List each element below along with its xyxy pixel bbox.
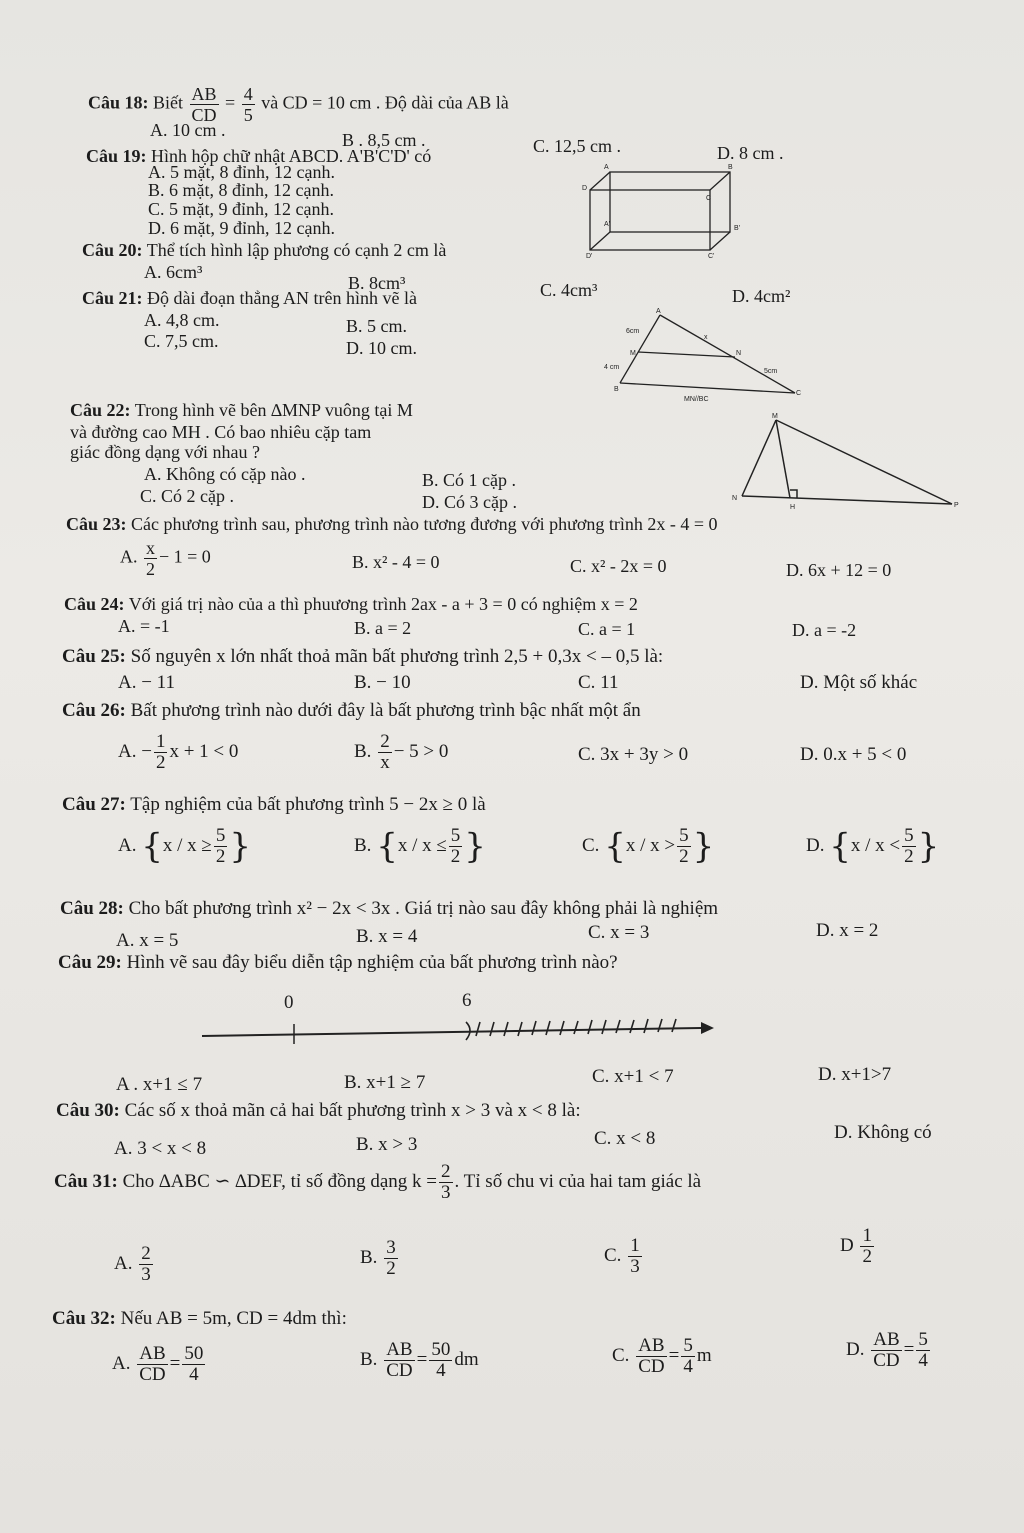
vertex-label: D	[582, 185, 588, 192]
right-brace: }	[917, 826, 940, 867]
option-d	[806, 826, 939, 867]
denominator: 2	[155, 752, 166, 773]
fraction	[137, 1344, 167, 1385]
numerator: AB	[386, 1339, 413, 1360]
question-number: Câu 26:	[62, 700, 126, 721]
option-a: A. 10 cm .	[150, 120, 226, 140]
option-a: A. 5 mặt, 8 đỉnh, 12 cạnh.	[148, 162, 335, 182]
question-text: Cho bất phương trình x² − 2x < 3x . Giá trị nào sau đây không phải là nghiệm	[128, 898, 719, 919]
tick-label-zero: 0	[284, 992, 294, 1013]
denominator: CD	[139, 1364, 166, 1385]
question-text: Với giá trị nào của a thì phuương trình 2ax - a + 3 = 0 có nghiệm x = 2	[128, 594, 638, 614]
fraction	[916, 1330, 930, 1371]
fraction	[214, 826, 228, 867]
option-a	[118, 732, 238, 773]
option-a	[118, 826, 251, 867]
option-a: A. = -1	[118, 616, 170, 636]
option-d: D. x = 2	[816, 920, 879, 941]
question-text: Hình hộp chữ nhật ABCD. A'B'C'D' có	[151, 146, 432, 166]
fraction	[439, 1162, 453, 1203]
fraction	[378, 732, 392, 773]
vertex-label: M	[630, 350, 636, 357]
question-number: Câu 21:	[82, 288, 143, 308]
option-label: A.	[112, 1352, 131, 1374]
tick-label-six: 6	[462, 990, 472, 1011]
option-a	[120, 538, 211, 579]
denominator: 2	[450, 846, 461, 867]
question-number: Câu 27:	[62, 794, 126, 815]
question-22	[70, 400, 413, 421]
question-number: Câu 18:	[88, 92, 149, 113]
numerator: 5	[683, 1335, 693, 1356]
numerator: 5	[450, 825, 461, 846]
question-number: Câu 31:	[54, 1170, 118, 1192]
option-a: A. $\frac{AB}{CD}$ = $\frac{50}{4}$	[112, 1343, 204, 1385]
option-b: B. 5 cm.	[346, 316, 407, 336]
option-a: A. 6cm³	[144, 262, 203, 282]
option-a: A. 4,8 cm.	[144, 310, 220, 330]
fraction	[636, 1336, 666, 1377]
option-label: C.	[604, 1244, 622, 1266]
denominator: 3	[441, 1182, 451, 1203]
numerator: 50	[431, 1339, 451, 1360]
option-a: A. − 11	[118, 672, 175, 693]
vertex-label: C	[706, 195, 712, 202]
denominator: 3	[141, 1264, 151, 1285]
option-d: D. a = -2	[792, 620, 857, 640]
option-b: B. a = 2	[354, 618, 412, 638]
numerator: x	[146, 538, 155, 558]
question-26	[62, 700, 641, 722]
option-b	[360, 1238, 400, 1279]
option-b: B. x = 4	[356, 926, 418, 947]
option-b	[354, 826, 486, 867]
option-c: C. $\frac{AB}{CD}$ = $\frac{5}{4}$ m	[612, 1335, 712, 1377]
option-b: B. − 10	[354, 672, 411, 693]
numerator: 5	[679, 825, 689, 846]
fraction	[628, 1236, 642, 1277]
question-31	[54, 1162, 701, 1203]
question-20	[82, 240, 446, 261]
numerator: 5	[215, 825, 226, 846]
numerator: 2	[441, 1161, 451, 1182]
option-b: B. 8cm³	[348, 273, 406, 293]
question-text: Bất phương trình nào dưới đây là bất phương trình bậc nhất một ẩn	[130, 700, 641, 721]
option-c: C. 5 mặt, 9 đỉnh, 12 cạnh.	[148, 199, 334, 219]
denominator: 4	[436, 1360, 446, 1381]
vertex-label: B	[614, 386, 619, 393]
length-label: 5cm	[764, 368, 778, 375]
option-a: A. Không có cặp nào .	[144, 464, 306, 484]
denominator: 3	[630, 1256, 640, 1277]
denominator: 4	[189, 1364, 199, 1385]
numerator: 3	[386, 1237, 396, 1258]
question-number: Câu 29:	[58, 952, 122, 973]
fraction	[242, 84, 255, 125]
vertex-label: A'	[604, 221, 611, 228]
option-b: B. 6 mặt, 8 đỉnh, 12 cạnh.	[148, 180, 334, 200]
numerator: 1	[630, 1235, 640, 1256]
vertex-label: M	[772, 413, 778, 420]
numerator: AB	[139, 1343, 166, 1364]
question-text: Số nguyên x lớn nhất thoả mãn bất phương trình 2,5 + 0,3x < – 0,5 là:	[130, 646, 664, 667]
question-text: Cho ∆ABC ∽ ∆DEF, tỉ số đồng dạng k =	[122, 1170, 438, 1192]
option-b: B. x² - 4 = 0	[352, 552, 440, 572]
numerator: 50	[184, 1343, 204, 1364]
option-label: A.	[120, 546, 138, 567]
question-number: Câu 32:	[52, 1308, 116, 1329]
denominator: CD	[638, 1356, 665, 1377]
option-a: A . x+1 ≤ 7	[116, 1074, 203, 1095]
question-number: Câu 19:	[86, 146, 147, 166]
option-c: C. x² - 2x = 0	[570, 556, 667, 576]
vertex-label: H	[790, 504, 796, 510]
vertex-label: A	[604, 164, 609, 171]
numerator: 2	[380, 731, 390, 752]
question-number: Câu 23:	[66, 514, 127, 534]
option-b: B. x+1 ≥ 7	[344, 1072, 426, 1093]
question-text: Nếu AB = 5m, CD = 4dm thì:	[120, 1308, 347, 1329]
vertex-label: D'	[586, 253, 593, 260]
option-d: D. 6x + 12 = 0	[786, 560, 892, 580]
question-18	[88, 84, 509, 125]
numerator: AB	[191, 84, 217, 104]
fraction	[681, 1336, 695, 1377]
vertex-label: N	[732, 495, 738, 502]
denominator: CD	[386, 1360, 413, 1381]
vertex-label: N	[736, 350, 742, 357]
fraction	[139, 1244, 153, 1285]
left-brace: {	[604, 826, 626, 867]
option-d: D. 4cm²	[732, 286, 791, 306]
option-text: − 1 = 0	[159, 546, 211, 567]
option-a: A. 3 < x < 8	[114, 1138, 207, 1159]
option-a	[114, 1244, 155, 1285]
fraction	[144, 538, 157, 579]
question-29	[58, 952, 618, 974]
option-label: B.	[360, 1348, 378, 1370]
option-label: B.	[360, 1246, 378, 1268]
denominator: 2	[904, 846, 914, 867]
fraction	[190, 84, 219, 125]
length-label: 4 cm	[604, 364, 620, 371]
vertex-label: B'	[734, 225, 741, 232]
set-condition: x / x <	[850, 834, 901, 856]
set-condition: x / x >	[625, 834, 676, 856]
question-32	[52, 1308, 347, 1330]
numerator: 1	[862, 1225, 872, 1246]
option-c: C. 4cm³	[540, 280, 598, 300]
option-c: C. 3x + 3y > 0	[578, 744, 689, 765]
fraction	[384, 1340, 414, 1381]
numerator: 5	[904, 825, 914, 846]
numerator: AB	[873, 1329, 900, 1350]
question-22-line2: và đường cao MH . Có bao nhiêu cặp tam	[70, 422, 372, 442]
question-number: Câu 28:	[60, 898, 124, 919]
question-number: Câu 20:	[82, 240, 143, 260]
triangle-figure-21	[600, 305, 810, 405]
question-text: Biết	[153, 92, 184, 113]
option-text: − 5 > 0	[393, 740, 449, 762]
number-line	[196, 986, 726, 1050]
denominator: CD	[873, 1350, 900, 1371]
option-d: D. Một số khác	[800, 672, 918, 693]
option-d: D. 8 cm .	[717, 143, 784, 163]
denominator: 2	[862, 1246, 872, 1267]
option-c: C. Có 2 cặp .	[140, 486, 234, 506]
option-d: D. Có 3 cặp .	[422, 492, 517, 512]
denominator: x	[380, 752, 390, 773]
question-text: Thể tích hình lập phương có cạnh 2 cm là	[146, 240, 447, 260]
right-brace: }	[692, 826, 715, 867]
option-b: B . 8,5 cm .	[342, 130, 426, 150]
length-label: x	[704, 334, 708, 341]
option-c: C. x < 8	[594, 1128, 656, 1149]
option-label: A.	[114, 1252, 133, 1274]
question-27	[62, 794, 486, 816]
option-label: A.	[118, 834, 137, 856]
question-text: Các phương trình sau, phương trình nào tương đương với phương trình 2x - 4 = 0	[131, 514, 718, 534]
option-c	[582, 826, 714, 867]
set-condition: x / x ≥	[162, 834, 212, 856]
left-brace: {	[376, 826, 398, 867]
option-d: D. Không có	[834, 1122, 932, 1143]
vertex-label: C	[796, 390, 802, 397]
caption: MN//BC	[684, 396, 709, 403]
equals-sign: =	[225, 92, 236, 113]
denominator: 5	[243, 105, 253, 125]
option-c: C. 11	[578, 672, 619, 693]
unit: m	[696, 1344, 712, 1366]
fraction	[449, 826, 463, 867]
option-b: B. $\frac{AB}{CD}$ = $\frac{50}{4}$ dm	[360, 1339, 479, 1381]
option-d	[840, 1226, 876, 1267]
right-brace: }	[229, 826, 251, 867]
question-23	[66, 514, 718, 535]
denominator: 2	[679, 846, 689, 867]
question-22-line3: giác đồng dạng với nhau ?	[70, 442, 260, 462]
denominator: 4	[683, 1356, 693, 1377]
option-d: D. $\frac{AB}{CD}$ = $\frac{5}{4}$	[846, 1329, 928, 1371]
option-c: C. 12,5 cm .	[533, 136, 621, 156]
vertex-label: P	[954, 502, 959, 509]
question-text: và CD = 10 cm . Độ dài của AB là	[261, 92, 509, 113]
option-label: D	[840, 1234, 854, 1256]
option-c: C. x = 3	[588, 922, 650, 943]
option-label: C.	[612, 1344, 630, 1366]
numerator: 1	[155, 731, 166, 752]
option-b: B. x > 3	[356, 1134, 418, 1155]
option-c: C. 7,5 cm.	[144, 331, 219, 351]
option-c	[604, 1236, 644, 1277]
question-24	[64, 594, 638, 615]
unit: dm	[454, 1348, 479, 1370]
question-number: Câu 25:	[62, 646, 126, 667]
denominator: 2	[386, 1258, 396, 1279]
right-brace: }	[464, 826, 486, 867]
numerator: 5	[918, 1329, 928, 1350]
numerator: 2	[141, 1243, 151, 1264]
question-text: . Tỉ số chu vi của hai tam giác là	[454, 1170, 702, 1192]
question-text: Hình vẽ sau đây biểu diễn tập nghiệm của bất phương trình nào?	[126, 952, 618, 973]
question-text: Các số x thoả mãn cả hai bất phương trình x > 3 và x < 8 là:	[124, 1100, 581, 1121]
option-label: B.	[354, 740, 372, 762]
option-d: D. x+1>7	[818, 1064, 892, 1085]
option-b: B. Có 1 cặp .	[422, 470, 516, 490]
left-brace: {	[829, 826, 851, 867]
question-text: Độ dài đoạn thẳng AN trên hình vẽ là	[147, 288, 417, 308]
numerator: 4	[243, 84, 253, 104]
fraction	[154, 732, 168, 773]
vertex-label: C'	[708, 253, 715, 260]
vertex-label: A	[656, 308, 661, 315]
fraction	[677, 826, 691, 867]
question-text: Trong hình vẽ bên ∆MNP vuông tại M	[134, 400, 413, 420]
fraction	[429, 1340, 452, 1381]
fraction	[384, 1238, 398, 1279]
question-number: Câu 30:	[56, 1100, 120, 1121]
denominator: 2	[146, 559, 155, 579]
left-brace: {	[141, 826, 163, 867]
option-text: x + 1 < 0	[169, 740, 239, 762]
denominator: 4	[918, 1350, 928, 1371]
fraction	[871, 1330, 901, 1371]
vertex-label: B	[728, 164, 733, 171]
right-triangle-figure-22	[730, 410, 970, 510]
cuboid-figure	[578, 160, 758, 260]
question-21	[82, 288, 417, 309]
fraction	[182, 1344, 205, 1385]
option-d: D. 10 cm.	[346, 338, 417, 358]
denominator: CD	[191, 105, 217, 125]
option-c: C. x+1 < 7	[592, 1066, 674, 1087]
option-b	[354, 732, 448, 773]
fraction	[860, 1226, 874, 1267]
fraction	[902, 826, 916, 867]
option-label: B.	[354, 834, 372, 856]
option-label: A. −	[118, 740, 152, 762]
question-text: Tập nghiệm của bất phương trình 5 − 2x ≥ 0 là	[130, 794, 486, 815]
option-c: C. a = 1	[578, 619, 636, 639]
numerator: AB	[638, 1335, 665, 1356]
question-number: Câu 22:	[70, 400, 131, 420]
question-30	[56, 1100, 581, 1122]
length-label: 6cm	[626, 328, 640, 335]
question-28	[60, 898, 718, 920]
question-number: Câu 24:	[64, 594, 125, 614]
option-label: C.	[582, 834, 600, 856]
denominator: 2	[215, 846, 226, 867]
question-25	[62, 646, 663, 668]
option-d: D. 6 mặt, 9 đỉnh, 12 cạnh.	[148, 218, 335, 238]
option-d: D. 0.x + 5 < 0	[800, 744, 907, 765]
set-condition: x / x ≤	[397, 834, 447, 856]
option-a: A. x = 5	[116, 930, 179, 951]
option-label: D.	[846, 1338, 865, 1360]
option-label: D.	[806, 834, 825, 856]
